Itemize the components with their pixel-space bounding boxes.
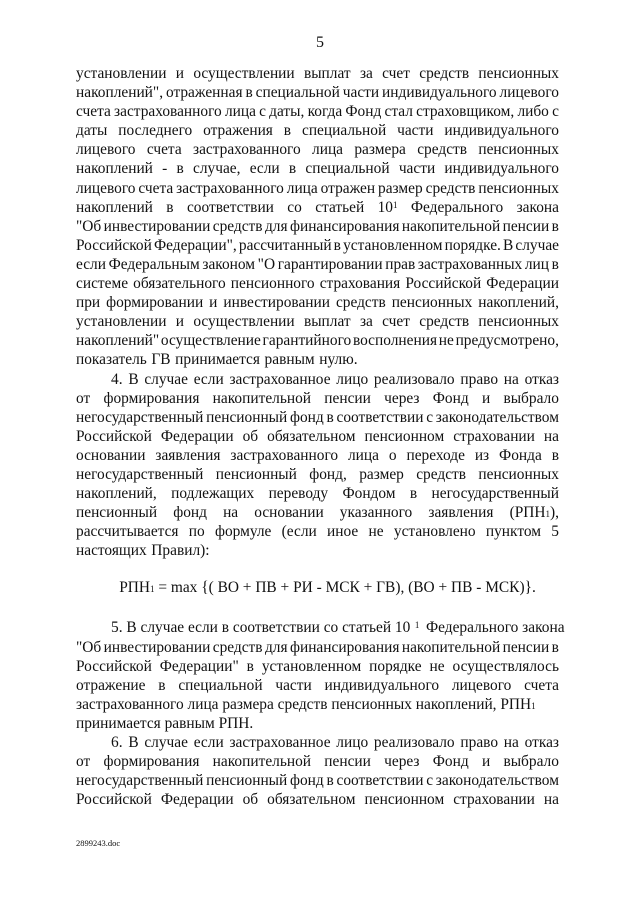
text-line: накоплений" осуществление гарантийного восполнения не предусмотрено,	[76, 332, 559, 350]
text-line: накоплений - в случае, если в специальной части индивидуального	[76, 160, 559, 178]
paragraph-4	[76, 370, 559, 504]
document-filename: 2899243.doc	[76, 838, 121, 848]
paragraph-continued-b	[76, 217, 559, 370]
text-line: установлении и осуществлении выплат за счет средств пенсионных	[76, 65, 559, 82]
text-line: счета застрахованного лица с даты, когда Фонд стал страховщиком, либо с	[76, 103, 559, 121]
text-line: Российской Федерации об обязательном пенсионном страховании на	[76, 427, 559, 445]
text-line: даты последнего отражения в специальной части индивидуального	[76, 122, 559, 140]
text-line-rpn1: пенсионный фонд на основании указанного заявления (РПН1),	[76, 504, 559, 522]
text-line: "Об инвестировании средств для финансирования накопительной пенсии в	[76, 217, 559, 235]
text-line: установлении и осуществлении выплат за счет средств пенсионных	[76, 313, 559, 331]
text-line-article-ref: накоплений в соответствии со статьей $10^1$ Федерального закона	[76, 198, 559, 216]
text-line: рассчитывается по формуле (если иное не установлено пунктом 5	[76, 523, 559, 541]
paragraph-4-tail	[76, 522, 559, 560]
text-line: 4. В случае если застрахованное лицо реализовало право на отказ	[111, 370, 559, 388]
paragraph-5-last-line: принимается равным РПН.	[76, 714, 254, 732]
text-line: отражение в специальной части индивидуального лицевого счета	[76, 676, 559, 694]
page-number: 5	[316, 34, 324, 51]
text-line: накоплений, подлежащих переводу Фондом в негосударственный	[76, 485, 559, 503]
formula: РПН1 = max {( ВО + ПВ + РИ - МСК + ГВ), (ВО + ПВ - МСК)}.	[119, 579, 536, 597]
text-line: Российской Федерации" в установленном порядке не осуществлялось	[76, 657, 559, 675]
text-line: 6. В случае если застрахованное лицо реализовало право на отказ	[111, 734, 559, 751]
text-line: "Об инвестировании средств для финансирования накопительной пенсии в	[76, 638, 559, 656]
text-line: лицевого счета застрахованного лица размера средств пенсионных	[76, 141, 559, 159]
paragraph-continued	[76, 64, 559, 198]
text-line: лицевого счета застрахованного лица отражен размер средств пенсионных	[76, 179, 559, 197]
text-line: при формировании и инвестировании средств пенсионных накоплений,	[76, 294, 559, 312]
paragraph-5	[76, 638, 559, 695]
paragraph-5-first-line: 5. В случае если в соответствии со статьей 10 $^1$ Федерального закона	[111, 619, 565, 637]
text-line: если Федеральным законом "О гарантировании прав застрахованных лиц в	[76, 255, 559, 273]
text-line: Российской Федерации", рассчитанный в установленном порядке. В случае	[76, 236, 559, 254]
text-line: системе обязательного пенсионного страхования Российской Федерации	[76, 275, 559, 293]
text-line: накоплений", отраженная в специальной части индивидуального лицевого	[76, 84, 559, 102]
document-body	[76, 64, 565, 809]
article-number: $10^1$	[377, 198, 398, 216]
text-line: негосударственный пенсионный фонд в соответствии с законодательством	[76, 772, 559, 790]
paragraph-5-rpn-line: застрахованного лица размера средств пенсионных накоплений, РПН1	[76, 695, 536, 713]
text-line: от формирования накопительной пенсии через Фонд и выбрало	[76, 753, 559, 771]
text-line: от формирования накопительной пенсии через Фонд и выбрало	[76, 389, 559, 407]
rpn1-symbol: (РПН1),	[509, 504, 559, 522]
text-line: показатель ГВ принимается равным нулю.	[76, 351, 358, 369]
text-line: Российской Федерации об обязательном пенсионном страховании на	[76, 791, 559, 809]
paragraph-6	[76, 733, 559, 809]
text-line: основании заявления застрахованного лица о переходе из Фонда в	[76, 446, 559, 464]
text-line: негосударственный пенсионный фонд в соответствии с законодательством	[76, 408, 559, 426]
text-line: настоящих Правил):	[76, 542, 210, 560]
text-line: негосударственный пенсионный фонд, размер средств пенсионных	[76, 465, 559, 483]
